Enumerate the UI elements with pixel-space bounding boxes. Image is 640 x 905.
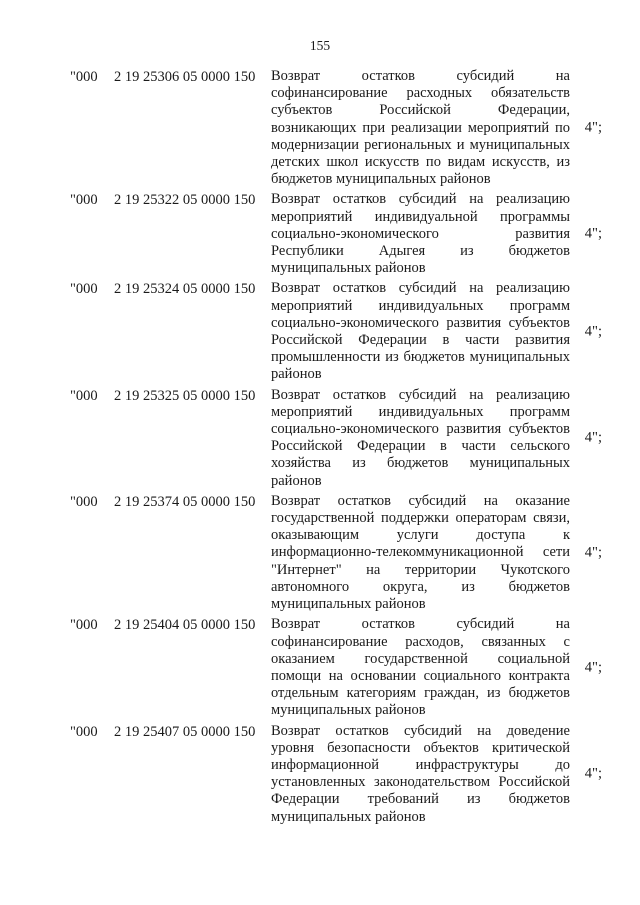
code-description: Возврат остатков субсидий на реализацию мероприятий индивидуальной программы социально-экономического развития Республики Адыгея из бюджетов муниципальных районов — [271, 191, 570, 277]
code-description: Возврат остатков субсидий на доведение уровня безопасности объектов критической информационной инфраструктуры до установленных законодательством Российской Федерации требований из бюджетов муниципальных районов — [271, 722, 570, 825]
admin-code: "000 — [70, 69, 98, 85]
table-row — [0, 387, 640, 490]
table-row — [0, 723, 640, 826]
table-row — [0, 493, 640, 613]
budget-classification-code: 2 19 25324 05 0000 150 — [114, 281, 256, 298]
admin-code: "000 — [70, 723, 98, 740]
admin-code: "000 — [70, 493, 98, 510]
code-description: Возврат остатков субсидий на софинансирование расходов, связанных с оказанием государственной социальной помощи на основании социального контракта отдельным категориям граждан, из бюджетов муниципальных районов — [271, 616, 570, 719]
row-suffix: 4"; — [584, 765, 602, 782]
code-description: Возврат остатков субсидий на оказание государственной поддержки операторам связи, оказывающим услуги доступа к информационно-телекоммуникационной сети "Интернет" на территории Чукотского автономного округа, из бюджетов муниципальных районов — [271, 492, 570, 613]
budget-classification-code: 2 19 25404 05 0000 150 — [114, 617, 256, 634]
budget-code-table — [0, 68, 640, 826]
table-row — [0, 280, 640, 383]
admin-code: "000 — [70, 281, 98, 298]
budget-classification-code: 2 19 25306 05 0000 150 — [114, 69, 256, 85]
row-suffix: 4"; — [584, 544, 602, 561]
page-number: 155 — [309, 38, 331, 53]
budget-classification-code: 2 19 25322 05 0000 150 — [114, 192, 256, 209]
admin-code: "000 — [70, 192, 98, 209]
budget-classification-code: 2 19 25325 05 0000 150 — [114, 387, 256, 404]
row-suffix: 4"; — [584, 429, 602, 446]
row-suffix: 4"; — [584, 119, 602, 136]
row-suffix: 4"; — [584, 659, 602, 676]
table-row — [0, 68, 640, 188]
admin-code: "000 — [70, 387, 98, 404]
admin-code: "000 — [70, 617, 98, 634]
code-description: Возврат остатков субсидий на реализацию мероприятий индивидуальных программ социально-экономического развития субъектов Российской Федерации в части развития промышленности из бюджетов муниципальных районов — [271, 280, 570, 383]
code-description: Возврат остатков субсидий на реализацию мероприятий индивидуальных программ социально-экономического развития субъектов Российской Федерации в части сельского хозяйства из бюджетов муниципальных районов — [271, 386, 570, 489]
budget-classification-code: 2 19 25407 05 0000 150 — [114, 723, 256, 740]
table-row — [0, 191, 640, 277]
budget-classification-code: 2 19 25374 05 0000 150 — [114, 493, 256, 510]
table-row — [0, 616, 640, 719]
row-suffix: 4"; — [584, 225, 602, 242]
row-suffix: 4"; — [584, 323, 602, 340]
code-description: Возврат остатков субсидий на софинансирование расходных обязательств субъектов Российской Федерации, возникающих при реализации мероприятий по модернизации региональных и муниципальных детских школ искусств по видам искусств, из бюджетов муниципальных районов — [271, 68, 570, 188]
